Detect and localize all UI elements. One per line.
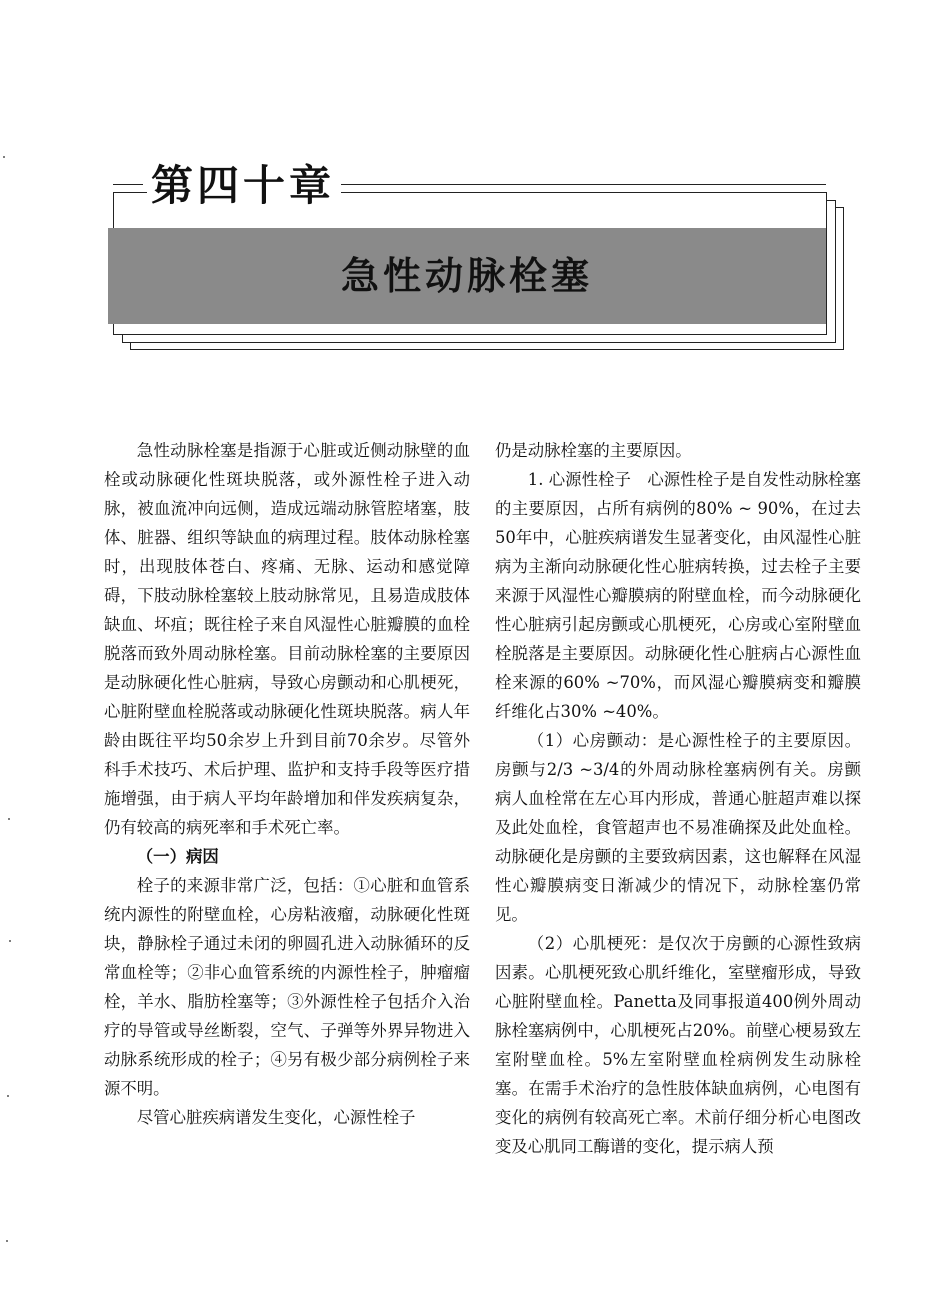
right-column bbox=[495, 436, 861, 1161]
intro-paragraph: 急性动脉栓塞是指源于心脏或近侧动脉壁的血栓或动脉硬化性斑块脱落，或外源性栓子进入动脉，被血流冲向远侧，造成远端动脉管腔堵塞，肢体、脏器、组织等缺血的病理过程。肢体动脉栓塞时，出现肢体苍白、疼痛、无脉、运动和感觉障碍，下肢动脉栓塞较上肢动脉常见，且易造成肢体缺血、坏疽；既往栓子来自风湿性心脏瓣膜的血栓脱落而致外周动脉栓塞。目前动脉栓塞的主要原因是动脉硬化性心脏病，导致心房颤动和心肌梗死，心脏附壁血栓脱落或动脉硬化性斑块脱落。病人年龄由既往平均50余岁上升到目前70余岁。尽管外科手术技巧、术后护理、监护和支持手段等医疗措施增强，由于病人平均年龄增加和伴发疾病复杂，仍有较高的病死率和手术死亡率。 bbox=[104, 441, 470, 837]
scan-speck bbox=[8, 818, 10, 820]
myocardial-infarction-paragraph: （2）心肌梗死：是仅次于房颤的心源性致病因素。心肌梗死致心肌纤维化，室壁瘤形成，导致心脏附壁血栓。Panetta及同事报道400例外周动脉栓塞病例中，心肌梗死占20%。前壁心梗易致左室附壁血栓。5%左室附壁血栓病例发生动脉栓塞。在需手术治疗的急性肢体缺血病例，心电图有变化的病例有较高死亡率。术前仔细分析心电图改变及心肌同工酶谱的变化，提示病人预 bbox=[495, 934, 861, 1156]
left-column bbox=[104, 436, 470, 1132]
continuation-text: 仍是动脉栓塞的主要原因。 bbox=[495, 441, 692, 460]
chapter-label: 第四十章 bbox=[147, 158, 341, 214]
section-heading-etiology: （一）病因 bbox=[136, 847, 219, 866]
atrial-fibrillation-paragraph: （1）心房颤动：是心源性栓子的主要原因。房颤与2/3 ~3/4的外周动脉栓塞病例有关。房颤病人血栓常在左心耳内形成，普通心脏超声难以探及此处血栓，食管超声也不易准确探及此处血栓。动脉硬化是房颤的主要致病因素，这也解释在风湿性心瓣膜病变日渐减少的情况下，动脉栓塞仍常见。 bbox=[495, 731, 861, 924]
header-rule-left bbox=[113, 184, 143, 185]
causes-paragraph: 栓子的来源非常广泛，包括：①心脏和血管系统内源性的附壁血栓，心房粘液瘤，动脉硬化性斑块，静脉栓子通过未闭的卵圆孔进入动脉循环的反常血栓等；②非心血管系统的内源性栓子，肿瘤瘤栓，羊水、脂肪栓塞等；③外源性栓子包括介入治疗的导管或导丝断裂，空气、子弹等外界异物进入动脉系统形成的栓子；④另有极少部分病例栓子来源不明。 bbox=[104, 876, 470, 1098]
scan-speck bbox=[3, 156, 5, 158]
scan-speck bbox=[9, 940, 11, 942]
scan-speck bbox=[7, 1095, 9, 1097]
cardiac-emboli-paragraph: 1. 心源性栓子 心源性栓子是自发性动脉栓塞的主要原因，占所有病例的80% ~ 90%，在过去50年中，心脏疾病谱发生显著变化，由风湿性心脏病为主渐向动脉硬化性心脏病转换，过去栓子主要来源于风湿性心瓣膜病的附壁血栓，而今动脉硬化性心脏病引起房颤或心肌梗死，心房或心室附壁血栓脱落是主要原因。动脉硬化性心脏病占心源性血栓来源的60% ~70%，而风湿心瓣膜病变和瓣膜纤维化占30% ~40%。 bbox=[495, 470, 861, 721]
continued-paragraph: 尽管心脏疾病谱发生变化，心源性栓子 bbox=[136, 1108, 416, 1127]
chapter-title: 急性动脉栓塞 bbox=[340, 254, 593, 298]
scan-speck bbox=[6, 1240, 8, 1242]
header-rule-right bbox=[318, 184, 826, 185]
chapter-header bbox=[0, 0, 950, 360]
